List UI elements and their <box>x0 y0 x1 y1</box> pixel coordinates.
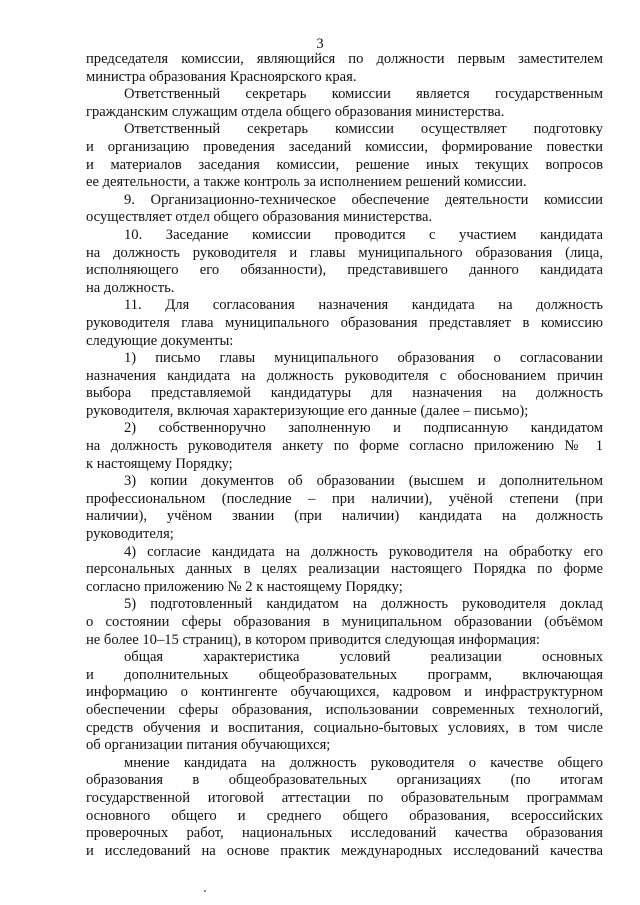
text-line: руководителя; <box>86 526 174 543</box>
text-line: наличии), учёном звании (при наличии) кандидата на должность <box>86 508 603 525</box>
text-line: на должность. <box>86 279 175 296</box>
text-line: 10. Заседание комиссии проводится с участием кандидата <box>124 226 603 243</box>
text-line: государственной итоговой аттестации по образовательным программам <box>86 789 603 806</box>
text-line: информацию о контингенте обучающихся, кадровом и инфраструктурном <box>86 684 603 701</box>
text-line: 11. Для согласования назначения кандидата на должность <box>124 297 603 314</box>
text-line: министра образования Красноярского края. <box>86 68 357 85</box>
text-line: гражданским служащим отдела общего образования министерства. <box>86 103 505 120</box>
text-line: председателя комиссии, являющийся по должности первым заместителем <box>86 51 603 67</box>
text-line: 9. Организационно-техническое обеспечение деятельности комиссии <box>124 191 603 208</box>
text-line: персональных данных в целях реализации настоящего Порядка по форме <box>86 561 603 578</box>
text-line: выбора представляемой кандидатуры для назначения на должность <box>86 385 603 402</box>
text-line: 2) собственноручно заполненную и подписанную кандидатом <box>124 420 603 437</box>
text-line: 5) подготовленный кандидатом на должность руководителя доклад <box>124 596 603 613</box>
text-line: исполняющего его обязанности), представившего данного кандидата <box>86 262 603 279</box>
scan-speck <box>204 890 206 892</box>
document-body <box>86 51 603 860</box>
text-line: и дополнительных общеобразовательных программ, включающая <box>86 666 603 683</box>
text-line: на должность руководителя и главы муниципального образования (лица, <box>86 244 603 261</box>
text-line: средств обучения и воспитания, социально-бытовых условиях, в том числе <box>86 719 603 736</box>
text-line: обеспечении сферы образования, использовании современных технологий, <box>86 701 603 718</box>
text-line: ее деятельности, а также контроль за исполнением решений комиссии. <box>86 174 527 191</box>
text-line: и материалов заседания комиссии, решение иных текущих вопросов <box>86 156 603 173</box>
text-line: не более 10–15 страниц), в котором приводится следующая информация: <box>86 631 540 648</box>
text-line: проверочных работ, национальных исследований качества образования <box>86 825 603 842</box>
text-line: осуществляет отдел общего образования министерства. <box>86 209 433 226</box>
text-line: и организацию проведения заседаний комиссии, формирование повестки <box>86 138 603 155</box>
text-line: основного общего и среднего общего образования, всероссийских <box>86 807 603 824</box>
text-line: руководителя, включая характеризующие его данные (далее – письмо); <box>86 402 529 419</box>
text-line: руководителя глава муниципального образования представляет в комиссию <box>86 314 603 331</box>
text-line: 4) согласие кандидата на должность руководителя на обработку его <box>124 543 603 560</box>
page-number: 3 <box>316 36 324 52</box>
text-line: следующие документы: <box>86 332 234 349</box>
text-line: и исследований на основе практик международных исследований качества <box>86 842 603 859</box>
text-line: Ответственный секретарь комиссии осуществляет подготовку <box>124 121 603 138</box>
text-line: о состоянии сферы образования в муниципальном образовании (объёмом <box>86 614 603 630</box>
text-line: профессиональном (последние – при наличии), учёной степени (при <box>86 490 603 507</box>
text-line: 1) письмо главы муниципального образования о согласовании <box>124 350 603 367</box>
text-line: к настоящему Порядку; <box>86 455 233 472</box>
text-line: 3) копии документов об образовании (высшем и дополнительном <box>124 473 603 490</box>
text-line: общая характеристика условий реализации основных <box>124 649 603 666</box>
text-line: Ответственный секретарь комиссии является государственным <box>124 86 603 103</box>
text-line: мнение кандидата на должность руководителя о качестве общего <box>124 754 603 771</box>
text-line: назначения кандидата на должность руководителя с обоснованием причин <box>86 367 603 384</box>
text-line: согласно приложению № 2 к настоящему Порядку; <box>86 578 403 595</box>
text-line: об организации питания обучающихся; <box>86 737 331 754</box>
text-line: образования в общеобразовательных организациях (по итогам <box>86 772 603 789</box>
text-line: на должность руководителя анкету по форме согласно приложению № 1 <box>86 438 603 455</box>
